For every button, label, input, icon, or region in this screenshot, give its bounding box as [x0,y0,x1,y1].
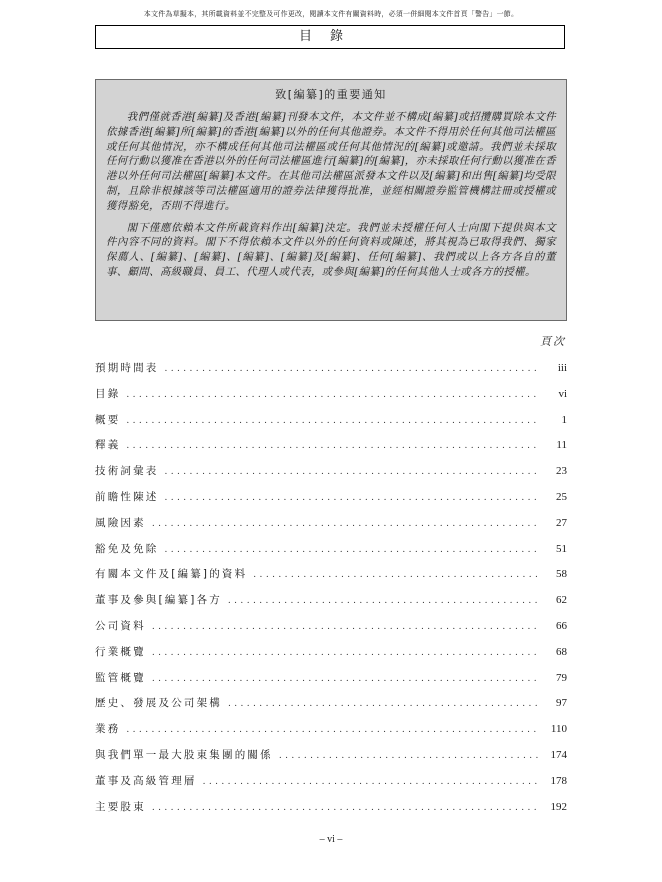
toc-entry-title: 董事及參與[編纂]各方 [95,594,222,607]
toc-entry-title: 與我們單一最大股東集團的關係 [95,748,273,761]
toc-entry-page: vi [558,387,567,400]
toc-entry[interactable] [95,566,567,592]
dot-leader [279,751,539,761]
dot-leader [152,519,539,529]
toc-entry-title: 釋義 [95,439,121,452]
toc-entry-page: 97 [556,697,567,710]
toc-entry-page: 68 [556,645,567,658]
dot-leader [253,570,539,580]
toc-entry[interactable] [95,489,567,515]
toc-entry-page: 58 [556,568,567,581]
dot-leader [126,441,539,451]
toc-entry-page: 174 [550,748,567,761]
toc-entry-page: 11 [556,439,567,452]
toc-entry[interactable] [95,695,567,721]
dot-leader [165,364,540,374]
dot-leader [126,390,539,400]
toc-entry-page: 66 [556,619,567,632]
toc-entry[interactable] [95,799,567,825]
notice-heading: 致[編纂]的重要通知 [275,88,387,101]
notice-paragraph-2: 閣下僅應依賴本文件所載資料作出[編纂]決定。我們並未授權任何人士向閣下提供與本文件內容不同的資料。閣下不得依賴本文件以外的任何資料或陳述，將其視為已取得我們、獨家保薦人、[編纂]、[編纂]、[編纂]、[編纂]及[編纂]、任何[編纂]、我們或以上各方各自的董事、顧問、高級職員、員工、代理人或代表，或參與[編纂]的任何其他人士或各方的授權。 [106,221,556,278]
toc-entry-title: 監管概覽 [95,671,146,684]
table-of-contents [95,360,567,824]
toc-entry-title: 歷史、發展及公司架構 [95,697,222,710]
toc-entry-page: 110 [550,723,567,736]
toc-entry-page: 27 [556,516,567,529]
notice-paragraph-1: 我們僅就香港[編纂]及香港[編纂]刊發本文件，本文件並不構成[編纂]或招攬購買除本文件依據香港[編纂]所[編纂]的香港[編纂]以外的任何其他證券。本文件不得用於任何其他司法權區或任何其他情況，亦不構成任何其他司法權區或任何其他情況的[編纂]或邀請。我們並未採取任何行動以獲准在香港以外的任何司法權區進行[編纂]的[編纂]，亦未採取任何行動以獲准在香港以外任何司法權區[編纂]本文件。在其他司法權區派發本文件以及[編纂]和出售[編纂]均受限制，且除非根據該等司法權區適用的證券法律獲得批准，並經相關證券監管機構註冊或授權或獲得豁免，否則不得進行。 [106,111,556,212]
toc-entry[interactable] [95,747,567,773]
toc-entry-page: 23 [556,465,567,478]
toc-entry-page: 25 [556,490,567,503]
toc-entry[interactable] [95,592,567,618]
toc-entry-title: 預期時間表 [95,362,159,374]
dot-leader [126,416,539,426]
dot-leader [228,699,539,709]
toc-entry[interactable] [95,644,567,670]
dot-leader [152,803,539,813]
toc-entry-title: 主要股東 [95,800,146,813]
dot-leader [152,674,539,684]
dot-leader [165,467,540,477]
toc-entry[interactable] [95,618,567,644]
toc-entry-title: 公司資料 [95,619,146,632]
dot-leader [228,596,539,606]
page-number-footer: – vi – [319,834,343,845]
toc-entry-title: 豁免及免除 [95,542,159,555]
important-notice-box [95,79,567,321]
toc-entry-page: 178 [550,774,567,787]
dot-leader [152,648,539,658]
toc-entry-title: 業務 [95,723,121,736]
toc-entry[interactable] [95,721,567,747]
page-title: 目錄 [95,25,565,49]
toc-entry[interactable] [95,670,567,696]
toc-entry-page: 192 [550,800,567,813]
dot-leader [165,493,540,503]
dot-leader [126,725,539,735]
toc-entry[interactable] [95,773,567,799]
toc-entry-title: 技術詞彙表 [95,465,159,478]
page-column-label: 頁次 [540,335,566,348]
toc-entry-title: 董事及高級管理層 [95,774,197,787]
dot-leader [152,622,539,632]
toc-entry[interactable] [95,412,567,438]
dot-leader [165,545,540,555]
toc-entry[interactable] [95,463,567,489]
toc-entry-title: 前瞻性陳述 [95,490,159,503]
toc-entry[interactable] [95,386,567,412]
toc-entry[interactable] [95,360,567,386]
toc-entry-title: 行業概覽 [95,645,146,658]
toc-entry-title: 有關本文件及[編纂]的資料 [95,568,248,581]
draft-disclaimer: 本文件為草擬本，其所載資料並不完整及可作更改，閱讀本文件有關資料時，必須一併細閱本文件首頁「警告」一節。 [143,10,519,18]
toc-entry-page: 51 [556,542,567,555]
toc-entry[interactable] [95,515,567,541]
toc-entry-page: 79 [556,671,567,684]
toc-entry-page: 62 [556,594,567,607]
toc-entry[interactable] [95,541,567,567]
toc-entry-title: 目錄 [95,387,121,400]
dot-leader [203,777,539,787]
toc-entry-page: 1 [561,413,567,426]
toc-entry-title: 概要 [95,413,121,426]
toc-entry-title: 風險因素 [95,516,146,529]
toc-entry-page: iii [557,362,567,374]
toc-entry[interactable] [95,437,567,463]
